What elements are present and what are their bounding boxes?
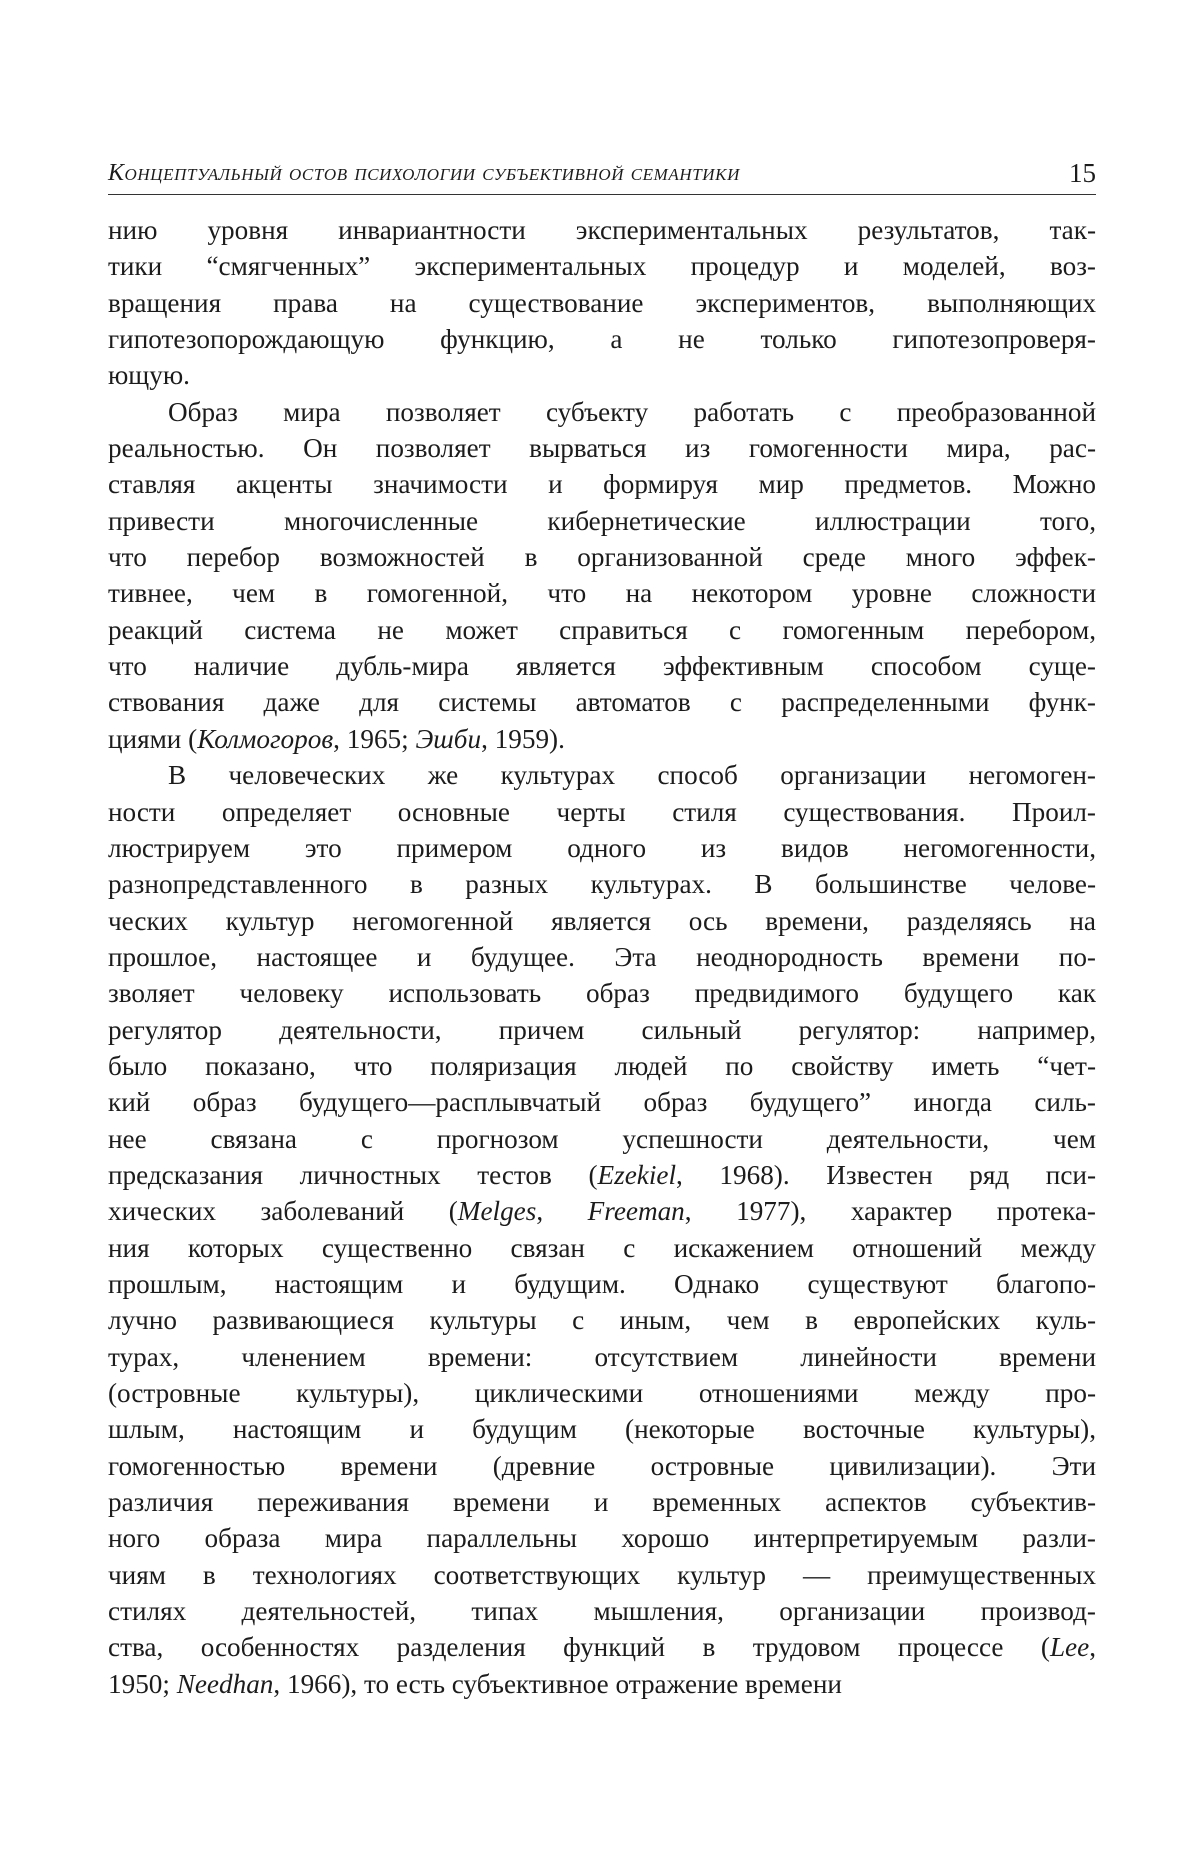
reference-author: Колмогоров bbox=[197, 723, 334, 754]
text-line: лучно развивающиеся культуры с иным, чем в европейских куль- bbox=[108, 1305, 1096, 1336]
text-line: вращения права на существование экспериментов, выполняющих bbox=[108, 287, 1096, 318]
text-line: 1950; Needhan, 1966), то есть субъективное отражение времени bbox=[108, 1668, 842, 1699]
text-line: регулятор деятельности, причем сильный регулятор: например, bbox=[108, 1014, 1096, 1045]
text-line: турах, членением времени: отсутствием линейности времени bbox=[108, 1341, 1096, 1372]
text-line: прошлое, настоящее и будущее. Эта неоднородность времени по- bbox=[108, 941, 1096, 972]
text-line: циями (Колмогоров, 1965; Эшби, 1959). bbox=[108, 723, 565, 754]
text-line: чиям в технологиях соответствующих культур — преимущественных bbox=[108, 1559, 1096, 1590]
text-line: нию уровня инвариантности экспериментальных результатов, так- bbox=[108, 215, 1096, 245]
text-line: ного образа мира параллельны хорошо интерпретируемым разли- bbox=[108, 1523, 1096, 1554]
body-text bbox=[108, 212, 1096, 1702]
text-line: ности определяет основные черты стиля существования. Проил- bbox=[108, 796, 1096, 827]
text-line: ствования даже для системы автоматов с распределенными функ- bbox=[108, 687, 1096, 718]
text-line: хических заболеваний (Melges, Freeman, 1977), характер протека- bbox=[108, 1196, 1096, 1227]
text-line: разнопредставленного в разных культурах. В большинстве челове- bbox=[108, 869, 1096, 900]
page-number: 15 bbox=[1069, 158, 1096, 188]
text-line: что перебор возможностей в организованной среде много эффек- bbox=[108, 542, 1096, 573]
running-head bbox=[108, 160, 1096, 195]
text-line: кий образ будущего—расплывчатый образ будущего” иногда силь- bbox=[108, 1087, 1096, 1118]
text-line: Образ мира позволяет субъекту работать с преобразованной bbox=[168, 396, 1096, 427]
reference-author: Needhan bbox=[176, 1668, 274, 1699]
text-line: ющую. bbox=[108, 360, 190, 391]
text-line: ния которых существенно связан с искажением отношений между bbox=[108, 1232, 1096, 1263]
text-line: реальностью. Он позволяет вырваться из гомогенности мира, рас- bbox=[108, 433, 1096, 464]
text-line: прошлым, настоящим и будущим. Однако существуют благопо- bbox=[108, 1268, 1096, 1299]
text-line: ства, особенностях разделения функций в трудовом процессе (Lee, bbox=[108, 1632, 1096, 1663]
reference-author: Melges bbox=[457, 1196, 537, 1227]
text-line: предсказания личностных тестов (Ezekiel, 1968). Известен ряд пси- bbox=[108, 1159, 1096, 1190]
text-line: В человеческих же культурах способ организации негомоген- bbox=[168, 760, 1096, 791]
running-title: Концептуальный остов психологии субъективной семантики bbox=[108, 160, 740, 186]
text-line: тики “смягченных” экспериментальных процедур и моделей, воз- bbox=[108, 251, 1096, 282]
text-line: гомогенностью времени (древние островные цивилизации). Эти bbox=[108, 1450, 1096, 1481]
text-line: различия переживания времени и временных аспектов субъектив- bbox=[108, 1487, 1096, 1518]
reference-author: Эшби bbox=[415, 723, 482, 754]
text-line: нее связана с прогнозом успешности деятельности, чем bbox=[108, 1123, 1096, 1154]
text-line: гипотезопорождающую функцию, а не только гипотезопроверя- bbox=[108, 324, 1096, 355]
text-line: стилях деятельностей, типах мышления, организации производ- bbox=[108, 1596, 1096, 1627]
reference-author: Ezekiel bbox=[597, 1159, 677, 1190]
reference-author: Freeman bbox=[587, 1196, 685, 1227]
text-line: тивнее, чем в гомогенной, что на некотором уровне сложности bbox=[108, 578, 1096, 609]
text-line: люстрируем это примером одного из видов негомогенности, bbox=[108, 832, 1096, 863]
text-line: привести многочисленные кибернетические иллюстрации того, bbox=[108, 505, 1096, 536]
text-line: (островные культуры), циклическими отношениями между про- bbox=[108, 1378, 1096, 1408]
text-line: шлым, настоящим и будущим (некоторые восточные культуры), bbox=[108, 1414, 1096, 1445]
text-line: ческих культур негомогенной является ось времени, разделяясь на bbox=[108, 905, 1096, 936]
text-line: реакций система не может справиться с гомогенным перебором, bbox=[108, 614, 1096, 645]
text-line: было показано, что поляризация людей по свойству иметь “чет- bbox=[108, 1050, 1096, 1081]
reference-author: Lee bbox=[1049, 1632, 1090, 1663]
text-line: ставляя акценты значимости и формируя мир предметов. Можно bbox=[108, 469, 1096, 500]
text-line: что наличие дубль-мира является эффективным способом суще- bbox=[108, 651, 1096, 682]
text-line: зволяет человеку использовать образ предвидимого будущего как bbox=[108, 978, 1096, 1009]
